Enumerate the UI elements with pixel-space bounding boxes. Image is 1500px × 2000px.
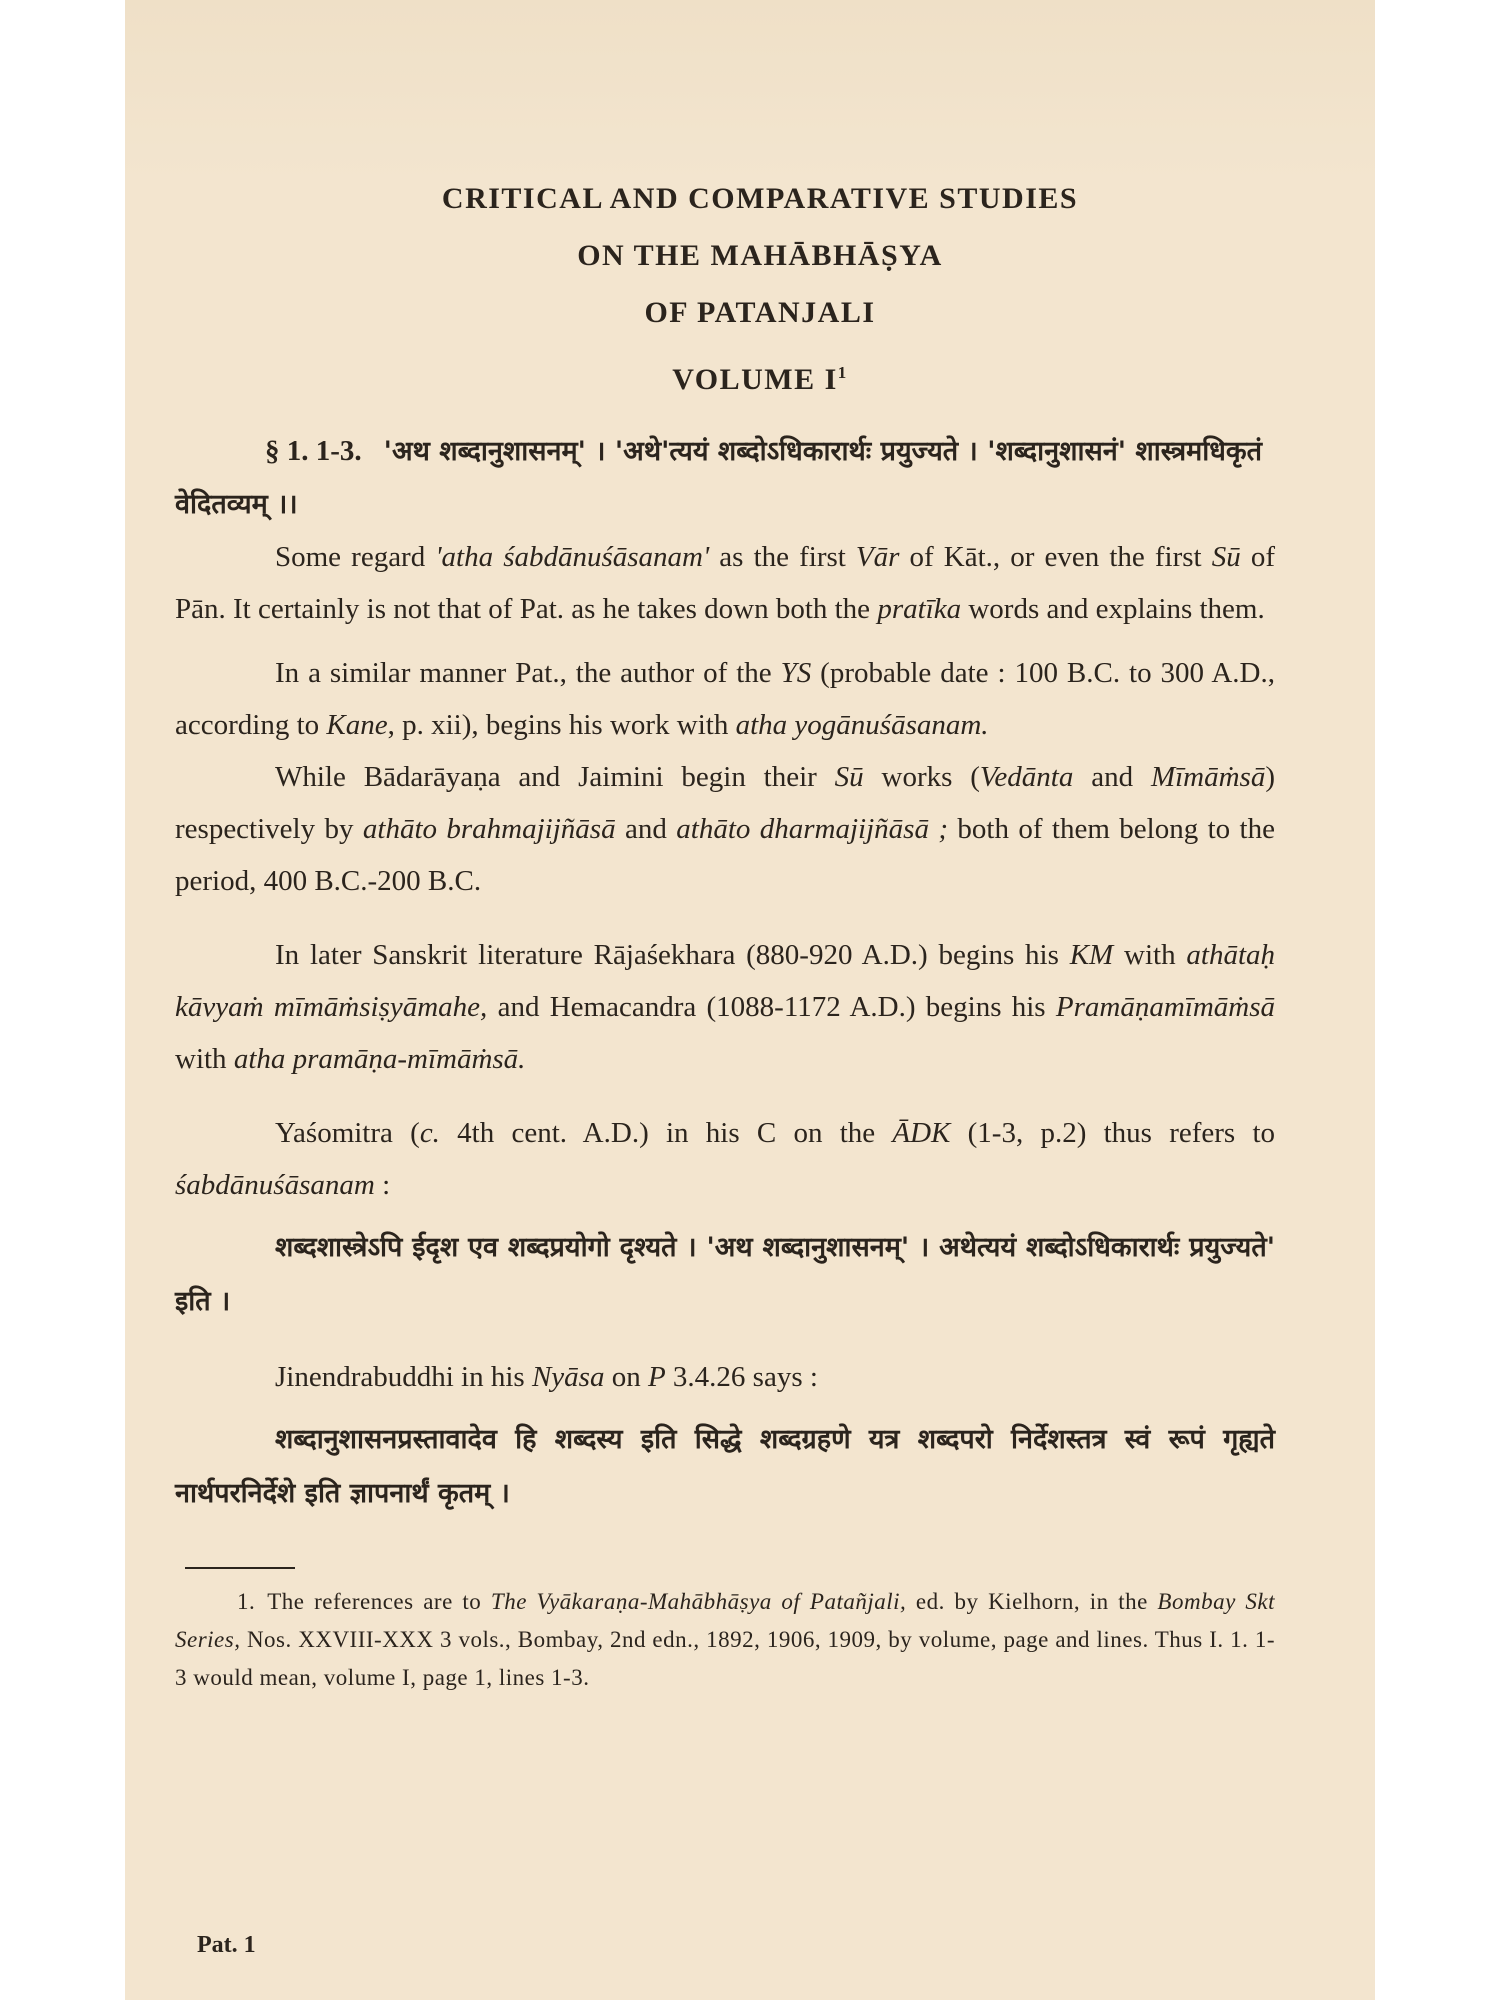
sanskrit-quote-1: शब्दशास्त्रेऽपि ईदृश एव शब्दप्रयोगो दृश्यते । 'अथ शब्दानुशासनम्' । अथेत्ययं शब्दोऽधिकारार्थः प्रयुज्यते' इति । [175,1232,1275,1317]
paragraph-4: In later Sanskrit literature Rājaśekhara (880-920 A.D.) begins his KM with athātaḥ kāvyaṁ mīmāṁsiṣyāmahe, and Hemacandra (1088-1172 A.D.) begins his Pramāṇamīmāṁsā with atha pramāṇa-mīmāṁsā. [175,939,1276,1075]
volume-label: VOLUME I [672,363,838,396]
book-page [125,0,1375,2000]
footnote-number: 1. [237,1589,256,1614]
footnote: 1. The references are to The Vyākaraṇa-Mahābhāṣya of Patañjali, ed. by Kielhorn, in the Bombay Skt Series, Nos. XXVIII-XXX 3 vols., Bombay, 2nd edn., 1892, 1906, 1909, by volume, page and lines. Thus I. 1. 1-3 would mean, volume I, page 1, lines 1-3. [175,1589,1275,1690]
page-folio: Pat. 1 [197,1932,256,1958]
sanskrit-quote-2: शब्दानुशासनप्रस्तावादेव हि शब्दस्य इति सिद्धे शब्दग्रहणे यत्र शब्दपरो निर्देशस्तत्र स्वं रूपं गृह्यते नार्थपरनिर्देशे इति ज्ञापनार्थं कृतम् । [175,1424,1275,1509]
section-ref: § 1. 1-3. [265,435,362,467]
title-line-1: CRITICAL AND COMPARATIVE STUDIES [441,182,1079,215]
section-sanskrit: 'अथ शब्दानुशासनम्' । 'अथे'त्ययं शब्दोऽधिकारार्थः प्रयुज्यते । 'शब्दानुशासनं' शास्त्रमधिकृतं वेदितव्यम् ।। [175,436,1263,520]
paragraph-2: In a similar manner Pat., the author of the YS (probable date : 100 B.C. to 300 A.D., according to Kane, p. xii), begins his work with atha yogānuśāsanam. [175,657,1275,741]
paragraph-1: Some regard 'atha śabdānuśāsanam' as the first Vār of Kāt., or even the first Sū of Pān. It certainly is not that of Pat. as he takes down both the pratīka words and explains them. [175,541,1275,625]
title-line-2: ON THE MAHĀBHĀṢYA [577,239,943,272]
paragraph-3: While Bādarāyaṇa and Jaimini begin their Sū works (Vedānta and Mīmāṁsā) respectively by athāto brahmajijñāsā and athāto dharmajijñāsā ; both of them belong to the period, 400 B.C.-200 B.C. [175,761,1275,897]
volume-heading [175,363,1275,397]
title-line-3: OF PATANJALI [644,296,876,329]
section-heading [175,425,1275,531]
title-block [175,170,1275,341]
footnote-rule [185,1567,295,1569]
paragraph-5: Yaśomitra (c. 4th cent. A.D.) in his C on the ĀDK (1-3, p.2) thus refers to śabdānuśāsanam : [175,1117,1275,1201]
footnote-marker: 1 [837,363,848,382]
page-content [175,170,1275,1697]
show-through-shadow [125,0,1375,180]
paragraph-6: Jinendrabuddhi in his Nyāsa on P 3.4.26 says : [275,1361,818,1393]
